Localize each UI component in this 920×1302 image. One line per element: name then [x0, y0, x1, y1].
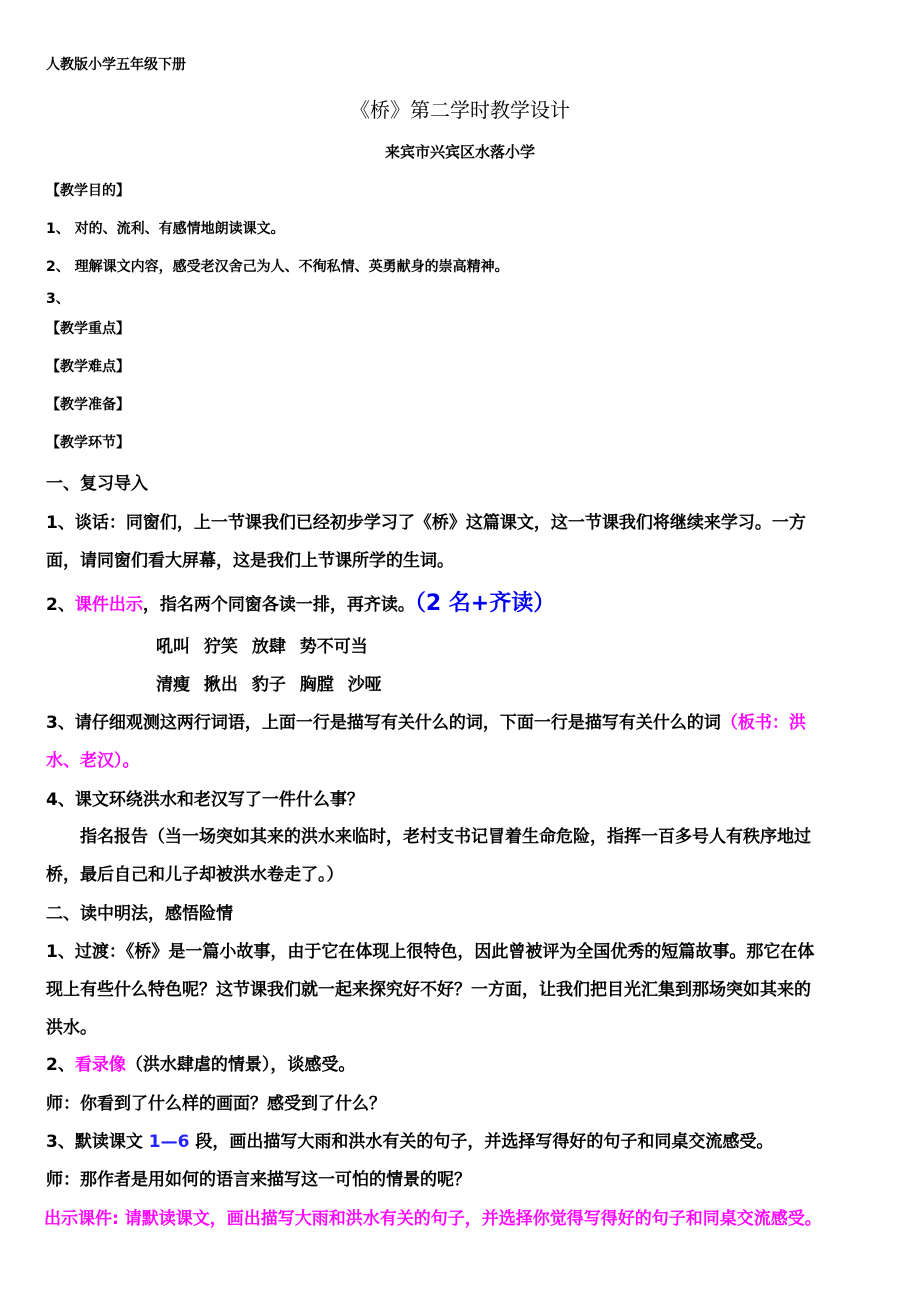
key-points-heading: 【教学重点】 — [46, 321, 130, 337]
vocab-word: 狞笑 — [203, 637, 238, 657]
vocab-word: 势不可当 — [299, 637, 368, 657]
vocab-row — [156, 670, 382, 695]
preparation-heading: 【教学准备】 — [46, 397, 130, 413]
paragraph-text: （洪水肆虐的情景），谈感受。 — [125, 1055, 356, 1075]
vocab-word: 放肆 — [251, 637, 286, 657]
objective-item-1: 1、 对的、流利、有感情地朗读课文。 — [46, 221, 285, 237]
paragraph: 洪水。 — [46, 1018, 97, 1038]
paragraph — [46, 1050, 355, 1075]
paragraph: 1、过渡：《桥》是一篇小故事，由于它在体现上很特色，因此曾被评为全国优秀的短篇故事。那它在体 — [46, 942, 815, 962]
courseware-note: 出示课件: 请默读课文，画出描写大雨和洪水有关的句子，并选择你觉得写得好的句子和同桌交流感受。 — [44, 1209, 822, 1229]
paragraph-text: 段，画出描写大雨和洪水有关的句子，并选择写得好的句子和同桌交流感受。 — [189, 1132, 774, 1152]
vocab-word: 吼叫 — [156, 637, 190, 657]
board-note: 水、老汉）。 — [46, 751, 140, 771]
procedure-heading: 【教学环节】 — [46, 435, 130, 451]
paragraph: 师：那作者是用如何的语言来描写这一可怕的情景的呢？ — [46, 1170, 471, 1190]
vocab-word: 揪出 — [203, 675, 238, 695]
part2-heading: 二、读中明法，感悟险情 — [46, 904, 233, 924]
vocab-word: 胸膛 — [299, 675, 334, 695]
page-title: 《桥》第二学时教学设计 — [350, 98, 570, 122]
paragraph: 指名报告（当一场突如其来的洪水来临时，老村支书记冒着生命危险，指挥一百多号人有秩序地过 — [80, 827, 811, 847]
vocab-word: 豹子 — [251, 675, 286, 695]
reading-note: （2 名+齐读） — [414, 591, 556, 616]
paragraph-text: 3、请仔细观测这两行词语，上面一行是描写有关什么的词，下面一行是描写有关什么的词 — [46, 713, 721, 733]
vocab-word: 清瘦 — [156, 675, 190, 695]
vocab-word: 沙哑 — [347, 675, 382, 695]
paragraph: 4、课文环绕洪水和老汉写了一件什么事？ — [46, 790, 364, 810]
item-number: 2、 — [46, 1055, 75, 1075]
objective-item-2: 2、 理解课文内容，感受老汉舍己为人、不徇私情、英勇献身的崇高精神。 — [46, 259, 509, 275]
paragraph: 桥，最后自己和儿子却被洪水卷走了。） — [46, 865, 344, 885]
paragraph: 现上有些什么特色呢？这节课我们就一起来探究好不好？一方面，让我们把目光汇集到那场突如其来的 — [46, 980, 811, 1000]
video-note: 看录像 — [74, 1055, 126, 1075]
paragraph — [46, 586, 555, 617]
section-range: 1—6 — [148, 1132, 190, 1152]
difficulties-heading: 【教学难点】 — [46, 359, 130, 375]
paragraph: 1、谈话：同窗们，上一节课我们已经初步学习了《桥》这篇课文，这一节课我们将继续来学习。一方 — [46, 513, 806, 533]
paragraph: 面，请同窗们看大屏幕，这是我们上节课所学的生词。 — [46, 551, 454, 571]
paragraph — [46, 708, 806, 733]
courseware-note: 课件出示 — [74, 595, 143, 615]
school-name: 来宾市兴宾区水落小学 — [384, 143, 535, 161]
grade-label: 人教版小学五年级下册 — [46, 57, 186, 73]
board-note: （板书：洪 — [720, 713, 806, 733]
vocab-row — [156, 632, 368, 657]
objective-item-3: 3、 — [46, 291, 70, 307]
paragraph-text: 3、默读课文 — [46, 1132, 149, 1152]
item-number: 2、 — [46, 595, 75, 615]
objectives-heading: 【教学目的】 — [46, 183, 130, 199]
paragraph — [46, 1127, 773, 1152]
paragraph: 师：你看到了什么样的画面？感受到了什么？ — [46, 1094, 386, 1114]
paragraph-text: ，指名两个同窗各读一排，再齐读。 — [142, 595, 415, 615]
part1-heading: 一、复习导入 — [46, 474, 148, 494]
